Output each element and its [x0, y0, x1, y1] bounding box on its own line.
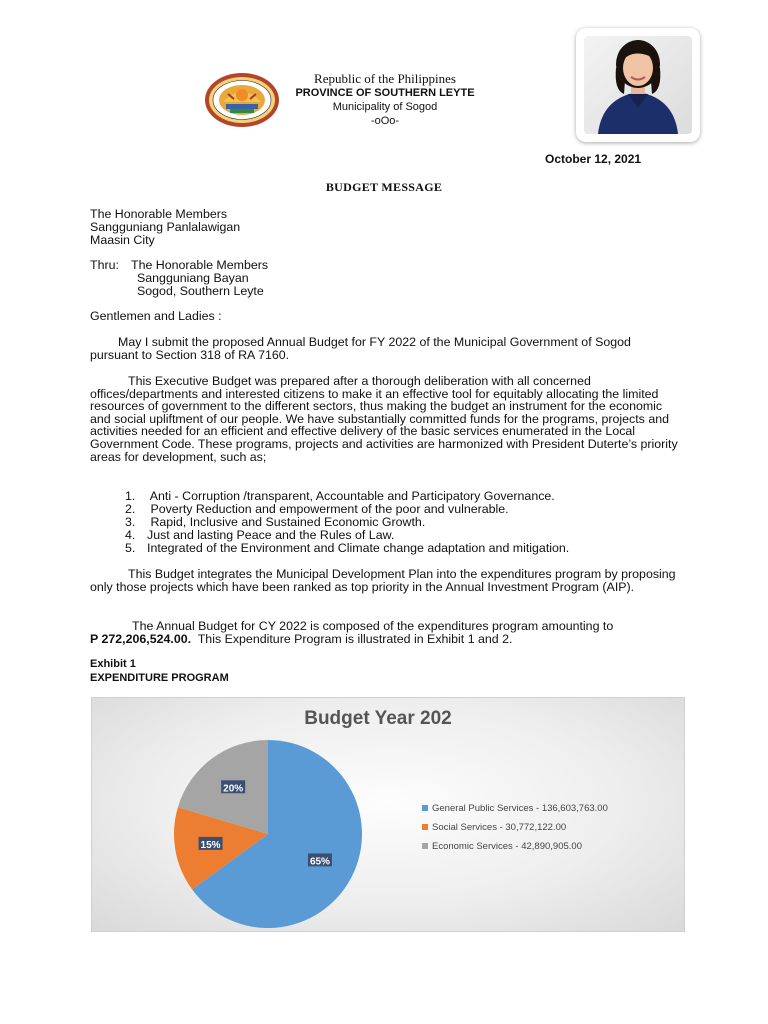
- pie-percent-label: [199, 837, 223, 851]
- addressee-line: The Honorable Members: [90, 207, 228, 221]
- paragraph-3: This Budget integrates the Municipal Development Plan into the expenditures program by proposing only those projects which have been ranked as top priority in the Annual Investment Program (AIP).: [90, 567, 676, 594]
- thru-line: Sangguniang Bayan: [137, 271, 249, 285]
- paragraph-4-tail: This Expenditure Program is illustrated in Exhibit 1 and 2.: [197, 631, 513, 646]
- salutation: Gentlemen and Ladies :: [90, 309, 222, 323]
- list-number: 1.: [125, 489, 136, 503]
- list-item: [125, 542, 569, 555]
- expenditure-pie-chart: [91, 697, 685, 932]
- list-text: Just and lasting Peace and the Rules of Law.: [147, 528, 395, 542]
- letter-date: October 12, 2021: [545, 152, 642, 166]
- addressee-block: [90, 208, 240, 247]
- priority-list: [125, 490, 569, 555]
- addressee-line: Sangguniang Panlalawigan: [90, 220, 241, 234]
- chart-legend: [416, 797, 646, 859]
- paragraph-1: May I submit the proposed Annual Budget for FY 2022 of the Municipal Government of Sogod pursuant to Section 318 of RA 7160.: [90, 335, 631, 362]
- addressee-line: Maasin City: [90, 233, 155, 247]
- pie-percent-label: [221, 780, 245, 794]
- republic-line: Republic of the Philippines: [314, 71, 456, 86]
- paragraph-4: [90, 620, 690, 645]
- pie-plot: [150, 738, 390, 928]
- total-amount: P 272,206,524.00.: [90, 631, 192, 646]
- thru-block: [131, 259, 268, 298]
- pie-percent-label: [308, 853, 332, 867]
- official-photo: [576, 28, 700, 142]
- ornament-line: -oOo-: [370, 115, 400, 127]
- list-number: 5.: [125, 541, 136, 555]
- letterhead: [260, 71, 510, 128]
- svg-text:15%: 15%: [200, 839, 221, 851]
- document-title: BUDGET MESSAGE: [325, 180, 443, 194]
- svg-text:65%: 65%: [309, 856, 330, 868]
- paragraph-2: This Executive Budget was prepared after a thorough deliberation with all concerned offices/departments and interested citizens to make it an effective tool for equitably allocating the limited resources of government to the different sectors, thus making the budget an instrument for the economic and social upliftment of our people. We have substantially committed funds for the programs, projects and activities needed for an efficient and effective delivery of the basic services enumerated in the Local Government Code. These programs, projects and activities are harmonized with President Duterte’s priority areas for development, such as;: [90, 374, 678, 464]
- exhibit-title: EXPENDITURE PROGRAM: [90, 671, 229, 684]
- list-text: Rapid, Inclusive and Sustained Economic Growth.: [150, 515, 426, 529]
- svg-text:20%: 20%: [223, 783, 244, 795]
- list-number: 4.: [125, 528, 136, 542]
- chart-title: [92, 708, 684, 730]
- legend-item: [422, 822, 566, 833]
- legend-item: [422, 803, 608, 814]
- legend-label: General Public Services - 136,603,763.00: [432, 803, 608, 814]
- exhibit-caption: [90, 658, 229, 685]
- list-text: Poverty Reduction and empowerment of the poor and vulnerable.: [150, 502, 509, 516]
- list-text: Anti - Corruption /transparent, Accountable and Participatory Governance.: [149, 489, 555, 503]
- list-number: 2.: [125, 502, 136, 516]
- chart-title-text: Budget Year 202: [304, 708, 452, 729]
- legend-label: Social Services - 30,772,122.00: [432, 822, 567, 833]
- legend-swatch: [422, 805, 428, 811]
- exhibit-label: Exhibit 1: [90, 658, 136, 670]
- municipality-line: Municipality of Sogod: [332, 101, 438, 113]
- list-text: Integrated of the Environment and Climate change adaptation and mitigation.: [147, 541, 570, 555]
- legend-item: [422, 841, 582, 852]
- province-line: PROVINCE OF SOUTHERN LEYTE: [295, 87, 475, 99]
- legend-swatch: [422, 824, 428, 830]
- thru-line: Sogod, Southern Leyte: [137, 284, 264, 298]
- list-number: 3.: [125, 515, 136, 529]
- legend-label: Economic Services - 42,890,905.00: [432, 841, 582, 852]
- paragraph-4-line: [90, 633, 690, 646]
- legend-swatch: [422, 843, 428, 849]
- thru-label: Thru:: [90, 258, 119, 272]
- thru-line: The Honorable Members: [131, 258, 269, 272]
- paragraph-4-line: The Annual Budget for CY 2022 is composed of the expenditures program amounting to: [132, 619, 614, 633]
